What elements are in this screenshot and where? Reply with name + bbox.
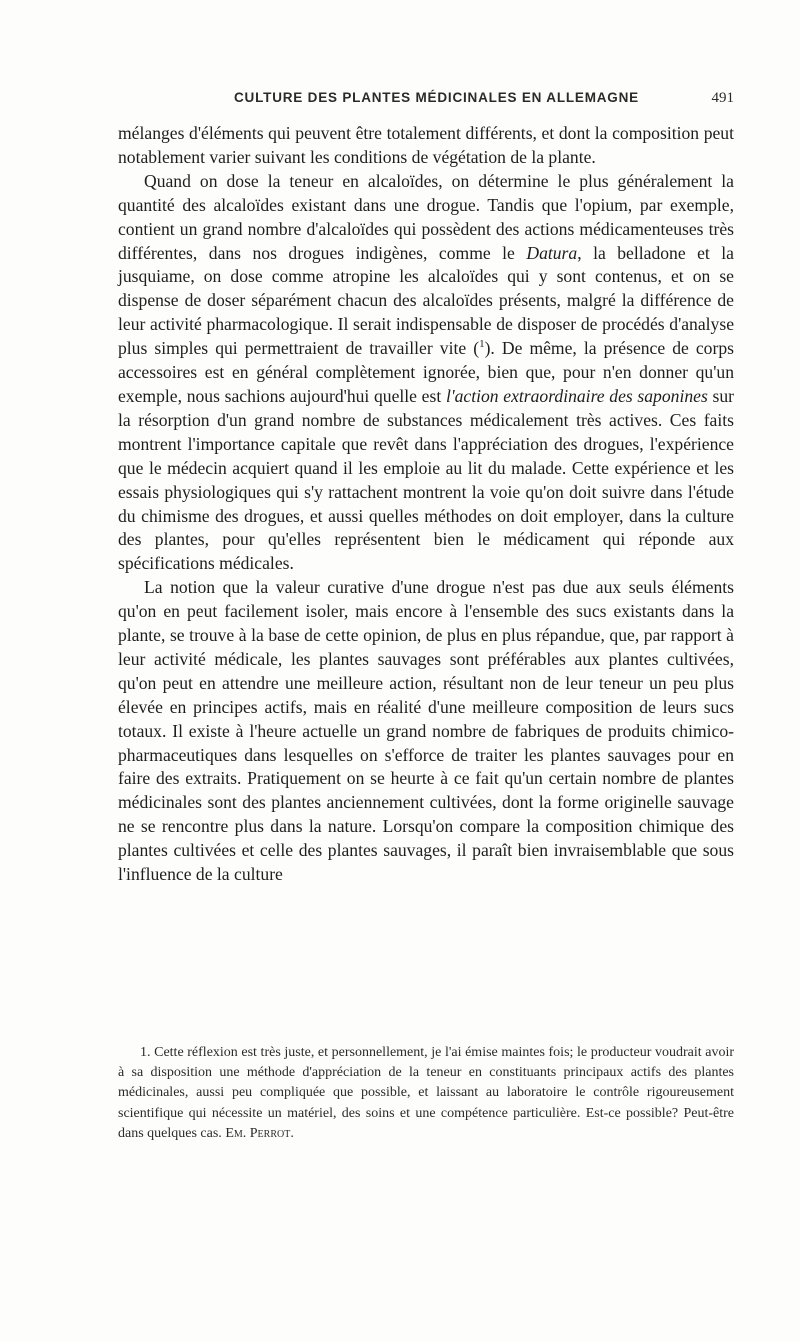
paragraph-2-text-d: sur la résorption d'un grand nombre de substances médicalement très actives. Ces faits montrent l'importance capitale que revêt dans l'appréciation des drogues, l'expérience que le médecin acquiert quand il les emploie au lit du malade. Cette expérience et les essais physiologiques qui s'y rattachent montrent la voie qu'on doit suivre dans l'étude du chimisme des drogues, et aussi quelles méthodes on doit employer, dans la culture des plantes, pour qu'elles représentent bien le médicament qui réponde aux spécifications médicales.: [118, 385, 734, 574]
footnote: [118, 1043, 734, 1144]
paragraph-2: [118, 170, 734, 576]
page-number: 491: [711, 90, 734, 106]
paragraph-2-text-c: ). De même, la présence de corps accessoires est en général complètement ignorée, bien que, pour n'en donner qu'un exemple, nous sachions aujourd'hui quelle est: [118, 338, 734, 406]
footnote-author-initials: Em.: [225, 1125, 247, 1141]
page-header: [118, 90, 734, 112]
paragraph-2-italic-saponines: l'action extraordinaire des saponines: [445, 385, 708, 406]
paragraph-1: mélanges d'éléments qui peuvent être totalement différents, et dont la composition peut notablement varier suivant les conditions de végétation de la plante.: [118, 123, 734, 167]
footnote-text: Cette réflexion est très juste, et personnellement, je l'ai émise maintes fois; le producteur voudrait avoir à sa disposition une méthode d'appréciation de la teneur en constituants principaux actifs des plantes médicinales, aussi peu compliquée que possible, et laissant au laboratoire le contrôle rigoureusement scientifique qui nécessite un matériel, des soins et une compétence particulière. Est-ce possible? Peut-être dans quelques cas.: [118, 1045, 734, 1141]
footnote-author-name: Perrot.: [249, 1125, 294, 1141]
footnote-reference: 1: [479, 338, 485, 351]
paragraph-2-text-b: , la belladone et la jusquiame, on dose comme atropine les alcaloïdes qui y sont contenus, et on se dispense de doser séparément chacun des alcaloïdes présents, malgré la différence de leur activité pharmacologique. Il serait indispensable de disposer de procédés d'analyse plus simples qui permettraient de travailler vite (: [118, 242, 734, 359]
paragraph-2-text-a: Quand on dose la teneur en alcaloïdes, on détermine le plus généralement la quantité des alcaloïdes existant dans une drogue. Tandis que l'opium, par exemple, contient un grand nombre d'alcaloïdes qui possèdent des actions médicamenteuses très différentes, dans nos drogues indigènes, comme le: [118, 170, 734, 263]
running-title: CULTURE DES PLANTES MÉDICINALES EN ALLEMAGNE: [234, 90, 639, 105]
body-text: [118, 122, 734, 887]
paragraph-3: La notion que la valeur curative d'une drogue n'est pas due aux seuls éléments qu'on en peut facilement isoler, mais encore à l'ensemble des sucs existants dans la plante, se trouve à la base de cette opinion, de plus en plus répandue, que, par rapport à leur activité médicale, les plantes sauvages sont préférables aux plantes cultivées, qu'on peut en attendre une meilleure action, résultant non de leur teneur un peu plus élevée en principes actifs, mais en réalité d'une meilleure composition de leurs sucs totaux. Il existe à l'heure actuelle un grand nombre de fabriques de produits chimico-pharmaceutiques dans lesquelles on s'efforce de traiter les plantes sauvages pour en faire des extraits. Pratiquement on se heurte à ce fait qu'un certain nombre de plantes médicinales sont des plantes anciennement cultivées, dont la forme originelle sauvage ne se rencontre plus dans la nature. Lorsqu'on compare la composition chimique des plantes cultivées et celle des plantes sauvages, il paraît bien invraisemblable que sous l'influence de la culture: [118, 577, 734, 885]
footnote-number: 1.: [140, 1045, 151, 1060]
paragraph-2-italic-datura: Datura: [526, 242, 578, 263]
